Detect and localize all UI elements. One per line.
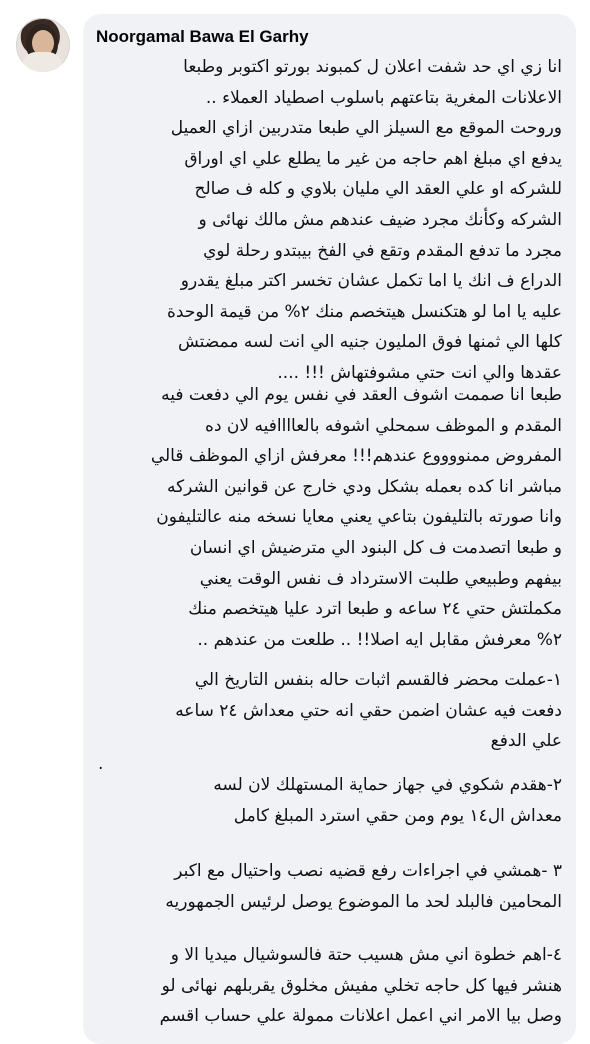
post-text-line: وانا صورته بالتليفون بتاعي يعني معايا نسخه منه عالتليفون [156, 507, 562, 528]
post-text-line: عقدها والي انت حتي مشوفتهاش !!! .... [277, 362, 562, 383]
post-text-line: ١-عملت محضر فالقسم اثبات حاله بنفس التاريخ الي [194, 670, 562, 690]
post-text-line: ٢-هقدم شكوي في جهاز حماية المستهلك لان لسه [213, 775, 562, 795]
post-text-line: الاعلانات المغرية بتاعتهم باسلوب اصطياد العملاء .. [205, 87, 562, 108]
post-text-line: طبعا انا صممت اشوف العقد في نفس يوم الي دفعت فيه [161, 385, 562, 405]
post-text-line: يدفع اي مبلغ اهم حاجه من غير ما يطلع علي اي اوراق [184, 148, 562, 169]
post-text-line: ٤-اهم خطوة اني مش هسيب حتة فالسوشيال ميديا الا و [170, 945, 562, 965]
paragraph-3 [92, 665, 562, 757]
post-text-line: علي الدفع [490, 731, 562, 752]
paragraph-2 [92, 380, 562, 655]
author-name[interactable]: Noorgamal Bawa El Garhy [96, 27, 309, 46]
author-avatar[interactable] [16, 18, 70, 72]
post-text-line: كلها الي ثمنها فوق المليون جنيه الي انت لسه ممضتش [177, 332, 562, 353]
paragraph-1 [92, 52, 562, 389]
post-text-line: بيفهم وطبيعي طلبت الاسترداد ف نفس الوقت يعني [199, 568, 562, 589]
post-text-line: وروحت الموقع مع السيلز الي طبعا متدربين ازاي العميل [170, 118, 562, 139]
post-text-line: للشركه او علي العقد الي مليان بلاوي و كله ف صالح [194, 179, 562, 200]
post-text-line: المحامين فالبلد لحد ما الموضوع يوصل لرئيس الجمهوريه [165, 891, 562, 912]
post-text-line: . [98, 754, 104, 774]
post-text-line: وصل بيا الامر اني اعمل اعلانات ممولة علي حساب اقسم [159, 1006, 562, 1027]
post-text-line: هنشر فيها كل حاجه تخلي مفيش مخلوق يقربلهم نهائى لو [161, 975, 562, 996]
paragraph-7 [92, 940, 562, 1032]
paragraph-5 [92, 770, 562, 831]
post-text-line: مجرد ما تدفع المقدم وتقع في الفخ بيبتدو رحلة لوي [203, 240, 562, 261]
paragraph-6 [92, 856, 562, 917]
post-text-line: المقدم و الموظف سمحلي اشوفه بالعاااافيه لان ده [205, 415, 562, 436]
post-text-line: مباشر انا كده بعمله بشكل ودي خارج عن قوانين الشركه [166, 476, 562, 497]
post-text-line: الشركه وكأنك مجرد ضيف عندهم مش مالك نهائى و [198, 209, 562, 230]
post-text-line: مكملتش حتي ٢٤ ساعه و طبعا اترد عليا هيتخصم منك [188, 599, 562, 620]
post-text-line: عليه يا اما لو هتكنسل هيتخصم منك ٢% من قيمة الوحدة [167, 301, 562, 322]
avatar-arm [22, 52, 62, 72]
post-text-line: ٣ -همشي في اجراءات رفع قضيه نصب واحتيال مع اكبر [174, 861, 562, 881]
post-text-line: انا زي اي حد شفت اعلان ل كمبوند بورتو اكتوبر وطبعا [183, 57, 562, 77]
comment-bubble [83, 14, 576, 1044]
post-text-line: و طبعا اتصدمت ف كل البنود الي مترضيش اي انسان [189, 537, 562, 558]
post-text-line: ٢% معرفش مقابل ايه اصلا!! .. طلعت من عندهم .. [197, 629, 562, 650]
post-text-line: المفروض ممنووووع عندهم!!! معرفش ازاي الموظف قالي [150, 446, 562, 467]
post-text-line: دفعت فيه عشان اضمن حقي انه حتي معداش ٢٤ ساعه [175, 700, 562, 721]
post-text-line: الدراع ف انك يا اما تكمل عشان تخسر اكتر مبلغ يقدرو [180, 271, 562, 292]
post-text-line: معداش ال١٤ يوم ومن حقي استرد المبلغ كامل [233, 805, 562, 826]
